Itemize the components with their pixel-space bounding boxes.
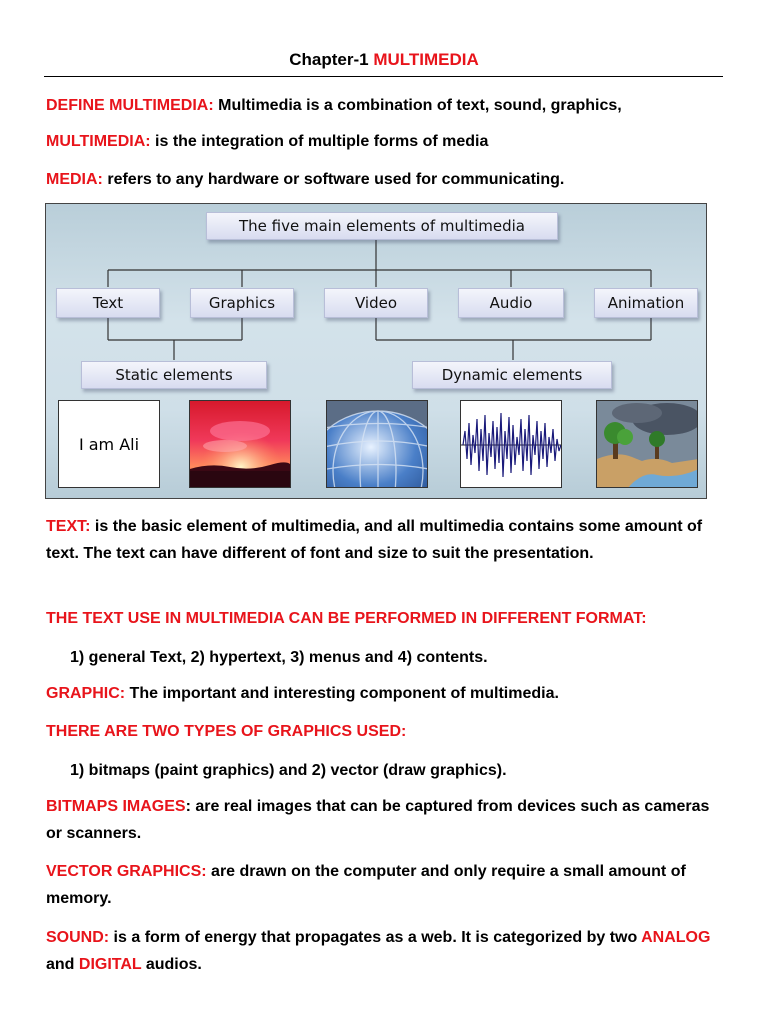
sunset-image-thumbnail: [189, 400, 291, 488]
text-sample-thumbnail: [58, 400, 160, 488]
media-text: refers to any hardware or software used for communicating.: [102, 171, 565, 188]
text-sample-label: I am Ali: [78, 434, 140, 454]
text-paragraph: [46, 513, 726, 567]
multimedia-paragraph: [46, 128, 726, 155]
sound-and: and: [46, 956, 79, 973]
sound-paragraph: [46, 924, 726, 978]
element-video-box: Video: [324, 288, 428, 318]
sound-label: SOUND:: [46, 929, 110, 946]
text-formats-list: 1) general Text, 2) hypertext, 3) menus and 4) contents.: [70, 649, 488, 666]
graphic-types-list: 1) bitmaps (paint graphics) and 2) vector (draw graphics).: [70, 762, 507, 779]
digital-label: DIGITAL: [78, 956, 142, 973]
title-divider: [44, 76, 723, 77]
audio-waveform-image: [461, 401, 562, 488]
static-elements-box: Static elements: [81, 361, 267, 389]
bitmaps-label: BITMAPS IMAGES: [46, 798, 186, 815]
animation-scene-image: [597, 401, 698, 488]
multimedia-elements-diagram: [45, 203, 707, 499]
element-audio-box: Audio: [458, 288, 564, 318]
sound-body: is a form of energy that propagates as a web. It is categorized by two: [109, 929, 642, 946]
element-text-box: Text: [56, 288, 160, 318]
chapter-label: Chapter-1: [289, 50, 369, 69]
define-multimedia-label: DEFINE MULTIMEDIA:: [46, 97, 214, 114]
diagram-title-box: The five main elements of multimedia: [206, 212, 558, 240]
text-formats-heading: THE TEXT USE IN MULTIMEDIA CAN BE PERFORMED IN DIFFERENT FORMAT:: [46, 610, 647, 627]
media-paragraph: [46, 166, 726, 193]
graphic-label: GRAPHIC:: [46, 685, 126, 702]
graphic-types-heading: THERE ARE TWO TYPES OF GRAPHICS USED:: [46, 723, 407, 740]
bitmaps-paragraph: [46, 793, 726, 847]
page-title: [0, 50, 768, 70]
sunset-image: [190, 401, 291, 488]
globe-image-thumbnail: [326, 400, 428, 488]
sound-end: audios.: [141, 956, 202, 973]
media-label: MEDIA:: [46, 171, 103, 188]
animation-scene-thumbnail: [596, 400, 698, 488]
audio-waveform-thumbnail: [460, 400, 562, 488]
bitmaps-body: : are real images that can be captured from devices such as cameras or scanners.: [46, 798, 710, 842]
define-multimedia-text: Multimedia is a combination of text, sound, graphics,: [213, 97, 622, 114]
graphic-body: The important and interesting component of multimedia.: [125, 685, 559, 702]
vector-label: VECTOR GRAPHICS:: [46, 863, 207, 880]
define-multimedia-paragraph: [46, 92, 726, 119]
multimedia-label: MULTIMEDIA:: [46, 133, 151, 150]
element-animation-box: Animation: [594, 288, 698, 318]
chapter-subject: MULTIMEDIA: [373, 50, 479, 69]
analog-label: ANALOG: [641, 929, 711, 946]
vector-paragraph: [46, 858, 726, 912]
multimedia-text: is the integration of multiple forms of media: [150, 133, 489, 150]
vector-body: are drawn on the computer and only require a small amount of memory.: [46, 863, 686, 907]
text-body: is the basic element of multimedia, and all multimedia contains some amount of text. The text can have different of font and size to suit the presentation.: [46, 518, 703, 562]
text-label: TEXT:: [46, 518, 91, 535]
globe-image: [327, 401, 428, 488]
graphic-paragraph: [46, 680, 726, 707]
dynamic-elements-box: Dynamic elements: [412, 361, 612, 389]
element-graphics-box: Graphics: [190, 288, 294, 318]
